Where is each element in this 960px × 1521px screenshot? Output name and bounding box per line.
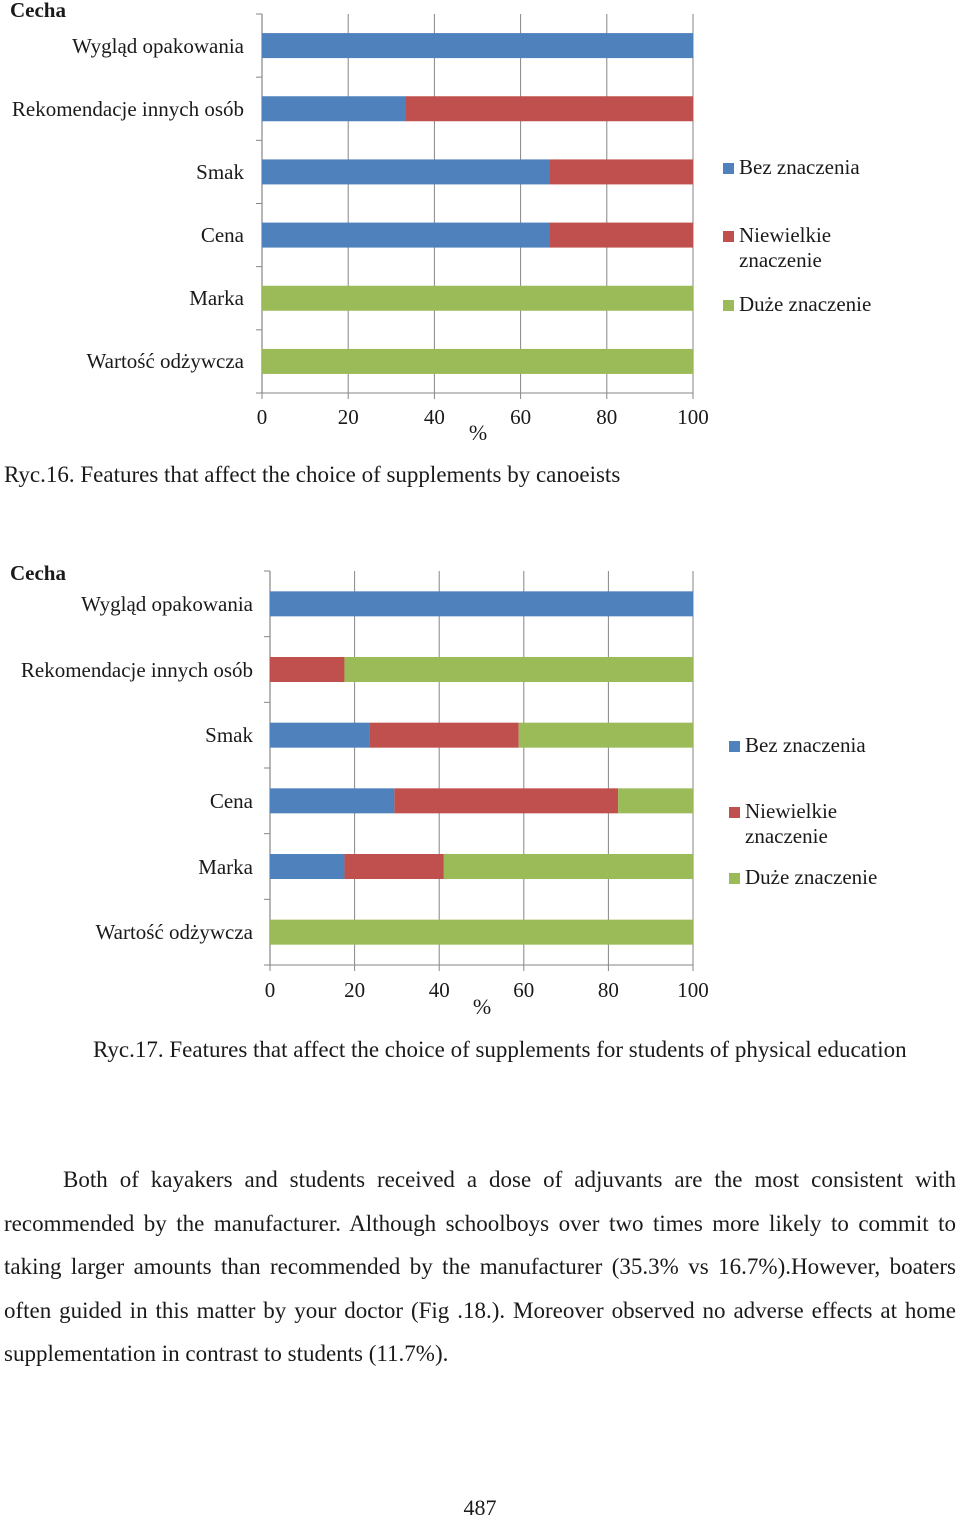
x-tick-label: 40 (423, 405, 445, 429)
page-number: 487 (463, 1495, 497, 1520)
category-label: Wygląd opakowania (81, 592, 253, 616)
category-label: Smak (205, 723, 253, 747)
x-tick-label: 60 (513, 978, 535, 1002)
x-tick-label: 100 (677, 978, 709, 1002)
category-label: Smak (196, 160, 244, 184)
x-tick-label: 20 (344, 978, 366, 1002)
figure-caption-16: Ryc.16. Features that affect the choice of supplements by canoeists (4, 462, 621, 487)
category-label: Wygląd opakowania (72, 34, 244, 58)
x-tick-label: 80 (597, 978, 619, 1002)
body-paragraph-text: Both of kayakers and students received a dose of adjuvants are the most consistent with recommended by the manufacturer. Although schoolboys over two times more likely to commit to taking larger amounts than recommended by the manufacturer (35.3% vs 16.7%).However, boaters often guided in this matter by your doctor (Fig .18.). Moreover observed no adverse effects at home supplementation in contrast to students (11.7%). (4, 1167, 956, 1367)
legend-label: Bez znaczenia (739, 155, 860, 179)
bar-segment (344, 854, 443, 879)
bar-segment (369, 723, 518, 748)
legend-swatch (723, 300, 734, 311)
bar-segment (406, 96, 693, 121)
legend-label: Niewielkie (739, 223, 832, 247)
category-label: Marka (189, 286, 244, 310)
x-tick-label: 20 (337, 405, 359, 429)
legend-label: Duże znaczenie (739, 292, 872, 316)
bar-segment (519, 723, 693, 748)
bar-segment (270, 591, 693, 616)
bar-segment (262, 96, 406, 121)
bar-segment (549, 159, 693, 184)
x-tick-label: 0 (264, 978, 276, 1002)
y-axis-title: Cecha (10, 0, 66, 22)
legend-swatch (723, 163, 734, 174)
bar-segment (262, 33, 693, 58)
figure-caption-17: Ryc.17. Features that affect the choice of supplements for students of physical education (93, 1037, 907, 1062)
x-tick-label: 80 (596, 405, 618, 429)
legend-label: znaczenie (745, 824, 828, 848)
body-paragraph (4, 1158, 956, 1376)
legend-label: Bez znaczenia (745, 733, 866, 757)
legend-swatch (729, 807, 740, 818)
bar-segment (394, 788, 618, 813)
x-tick-label: 60 (510, 405, 532, 429)
bar-segment (270, 723, 369, 748)
bar-segment (270, 854, 344, 879)
y-axis-title: Cecha (10, 561, 66, 585)
category-label: Cena (200, 223, 244, 247)
bar-segment (262, 159, 549, 184)
bar-segment (618, 788, 693, 813)
category-label: Marka (198, 855, 253, 879)
x-tick-label: 40 (428, 978, 450, 1002)
chart-ryc-17 (0, 555, 960, 1025)
category-label: Wartość odżywcza (86, 349, 244, 373)
x-axis-label: % (472, 994, 492, 1019)
bar-segment (270, 788, 394, 813)
legend-swatch (729, 873, 740, 884)
legend-swatch (729, 741, 740, 752)
category-label: Rekomendacje innych osób (11, 97, 244, 121)
bar-segment (444, 854, 693, 879)
bar-segment (262, 286, 693, 311)
category-label: Cena (209, 789, 253, 813)
x-axis-label: % (468, 420, 488, 445)
bar-segment (344, 657, 693, 682)
x-tick-label: 100 (677, 405, 709, 429)
category-label: Rekomendacje innych osób (20, 658, 253, 682)
bar-segment (262, 349, 693, 374)
bar-segment (262, 223, 549, 248)
category-label: Wartość odżywcza (95, 920, 253, 944)
bar-segment (270, 920, 693, 945)
legend-label: Niewielkie (745, 799, 838, 823)
x-tick-label: 0 (256, 405, 268, 429)
legend-swatch (723, 231, 734, 242)
chart-ryc-16 (0, 0, 960, 445)
bar-segment (549, 223, 693, 248)
bar-segment (270, 657, 344, 682)
legend-label: znaczenie (739, 248, 822, 272)
legend-label: Duże znaczenie (745, 865, 878, 889)
